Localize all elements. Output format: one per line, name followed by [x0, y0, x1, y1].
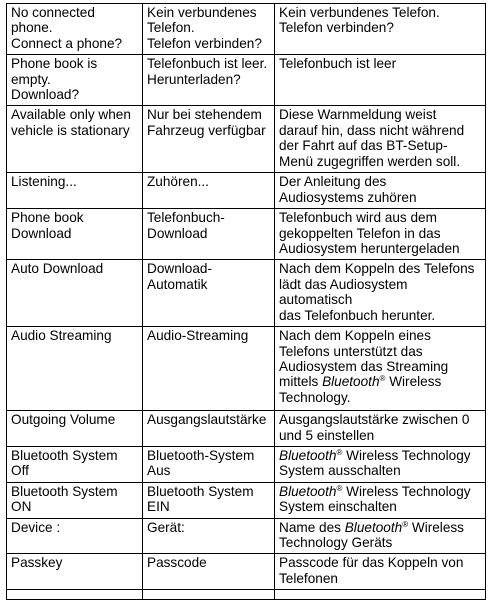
- bluetooth-trademark: Bluetooth: [279, 483, 337, 499]
- cell-line: Audio Streaming: [11, 328, 112, 344]
- cell-line: das Telefonbuch herunter.: [279, 307, 436, 323]
- english-term-cell: [7, 260, 143, 327]
- cell-line: Automatik: [147, 276, 208, 292]
- translation-table-body: [7, 4, 486, 600]
- cell-line: vehicle is stationary: [11, 122, 130, 138]
- description-cell: [275, 106, 486, 173]
- table-row: [7, 173, 486, 209]
- cell-line: Download: [147, 225, 208, 241]
- table-row: [7, 554, 486, 590]
- bluetooth-trademark: Bluetooth: [279, 447, 337, 463]
- description-cell: [275, 327, 486, 411]
- registered-mark: ®: [336, 447, 343, 457]
- cell-line: Available only when: [11, 107, 131, 123]
- cell-line: Bluetooth System: [147, 483, 254, 499]
- cell-line: Telefonen: [279, 570, 338, 586]
- german-term-cell: [143, 209, 275, 260]
- cell-line: Passkey: [11, 555, 63, 571]
- cell-line: Bluetooth System: [11, 447, 118, 463]
- cell-line: Phone book is: [11, 56, 98, 72]
- translation-table: [6, 3, 486, 600]
- cell-line: Download-: [147, 261, 212, 277]
- description-cell: [275, 260, 486, 327]
- cell-line: Off: [11, 463, 29, 479]
- german-term-cell: [143, 446, 275, 482]
- english-term-cell: [7, 4, 143, 55]
- cell-line: Aus: [147, 463, 171, 479]
- cell-line: Telefonbuch wird aus dem: [279, 210, 437, 226]
- cell-line: Ausgangslautstärke zwischen 0: [279, 412, 470, 428]
- cell-line: und 5 einstellen: [279, 427, 375, 443]
- english-term-cell: [7, 518, 143, 554]
- registered-mark: ®: [336, 483, 343, 493]
- description-cell: [275, 446, 486, 482]
- cell-line: Auto Download: [11, 261, 104, 277]
- cell-line: Outgoing Volume: [11, 412, 116, 428]
- cell-line: Kein verbundenes: [147, 5, 257, 20]
- registered-mark: ®: [379, 374, 386, 384]
- english-term-cell: [7, 482, 143, 518]
- cell-line: Nach dem Koppeln des Telefons: [279, 261, 475, 277]
- cell-line: Telefon verbinden?: [147, 35, 262, 51]
- cell-line: Telefon.: [147, 20, 195, 36]
- registered-mark: ®: [402, 519, 409, 529]
- description-cell: [275, 4, 486, 55]
- cell-line: Bluetooth System: [11, 483, 118, 499]
- table-row: [7, 482, 486, 518]
- table-row: [7, 518, 486, 554]
- cell-line: Bluetooth® Wireless Technology: [279, 483, 471, 499]
- cell-line: Herunterladen?: [147, 71, 241, 87]
- description-cell: [275, 554, 486, 590]
- table-row: [7, 590, 486, 600]
- cell-line: Telefon verbinden?: [279, 20, 394, 36]
- cell-line: Download: [11, 225, 72, 241]
- cell-line: Nur bei stehendem: [147, 107, 262, 123]
- description-cell: [275, 173, 486, 209]
- description-cell: [275, 209, 486, 260]
- german-term-cell: [143, 173, 275, 209]
- table-row: [7, 260, 486, 327]
- english-term-cell: [7, 411, 143, 447]
- english-term-cell: [7, 327, 143, 411]
- cell-line: Audiosystems zuhören: [279, 189, 417, 205]
- german-term-cell: [143, 590, 275, 600]
- table-row: [7, 209, 486, 260]
- cell-line: Nach dem Koppeln eines: [279, 328, 431, 344]
- cell-line: Diese Warnmeldung weist: [279, 107, 437, 123]
- table-row: [7, 55, 486, 106]
- cell-line: Audiosystem heruntergeladen: [279, 241, 460, 257]
- cell-line: Passcode für das Koppeln von: [279, 555, 464, 571]
- cell-line: Audiosystem das Streaming: [279, 358, 449, 374]
- cell-line: mittels Bluetooth® Wireless: [279, 374, 442, 390]
- description-cell: [275, 411, 486, 447]
- cell-line: Bluetooth-System: [147, 447, 255, 463]
- cell-line: Telefons unterstützt das: [279, 343, 423, 359]
- table-row: [7, 327, 486, 411]
- table-row: [7, 106, 486, 173]
- german-term-cell: [143, 411, 275, 447]
- german-term-cell: [143, 327, 275, 411]
- cell-line: Ausgangslautstärke: [147, 412, 267, 428]
- table-row: [7, 446, 486, 482]
- english-term-cell: [7, 590, 143, 600]
- cell-line: Der Anleitung des: [279, 174, 387, 190]
- english-term-cell: [7, 446, 143, 482]
- german-term-cell: [143, 482, 275, 518]
- cell-line: empty.: [11, 71, 51, 87]
- table-row: [7, 411, 486, 447]
- cell-line: Listening...: [11, 174, 77, 190]
- cell-line: Bluetooth® Wireless Technology: [279, 447, 471, 463]
- german-term-cell: [143, 554, 275, 590]
- english-term-cell: [7, 554, 143, 590]
- english-term-cell: [7, 209, 143, 260]
- cell-line: ON: [11, 499, 32, 515]
- table-row: [7, 4, 486, 55]
- cell-line: Zuhören...: [147, 174, 209, 190]
- description-cell: [275, 590, 486, 600]
- cell-line: lädt das Audiosystem automatisch: [279, 276, 408, 308]
- cell-line: System einschalten: [279, 499, 397, 515]
- cell-line: darauf hin, dass nicht während: [279, 122, 465, 138]
- cell-line: Kein verbundenes Telefon.: [279, 5, 440, 20]
- cell-line: Phone book: [11, 210, 84, 226]
- cell-line: Name des Bluetooth® Wireless: [279, 519, 464, 535]
- bluetooth-trademark: Bluetooth: [344, 519, 403, 535]
- bluetooth-trademark: Bluetooth: [322, 374, 380, 390]
- cell-line: Connect a phone?: [11, 35, 123, 51]
- cell-line: der Fahrt auf das BT-Setup-: [279, 138, 448, 154]
- german-term-cell: [143, 55, 275, 106]
- german-term-cell: [143, 518, 275, 554]
- cell-line: Technology.: [279, 389, 351, 405]
- cell-line: Passcode: [147, 555, 207, 571]
- cell-line: Telefonbuch ist leer.: [147, 56, 268, 72]
- cell-line: phone.: [11, 20, 53, 36]
- cell-line: Technology Geräts: [279, 534, 393, 550]
- cell-line: Download?: [11, 87, 80, 103]
- cell-line: Gerät:: [147, 519, 185, 535]
- cell-line: EIN: [147, 499, 170, 515]
- cell-line: gekoppelten Telefon in das: [279, 225, 441, 241]
- english-term-cell: [7, 55, 143, 106]
- description-cell: [275, 518, 486, 554]
- german-term-cell: [143, 260, 275, 327]
- cell-line: Device :: [11, 519, 61, 535]
- description-cell: [275, 55, 486, 106]
- cell-line: Menü zugegriffen werden soll.: [279, 153, 461, 169]
- cell-line: Fahrzeug verfügbar: [147, 122, 266, 138]
- english-term-cell: [7, 106, 143, 173]
- cell-line: Telefonbuch-: [147, 210, 225, 226]
- german-term-cell: [143, 4, 275, 55]
- english-term-cell: [7, 173, 143, 209]
- cell-line: Telefonbuch ist leer: [279, 56, 397, 72]
- cell-line: No connected: [11, 5, 95, 20]
- cell-line: Audio-Streaming: [147, 328, 249, 344]
- german-term-cell: [143, 106, 275, 173]
- cell-line: System ausschalten: [279, 463, 401, 479]
- description-cell: [275, 482, 486, 518]
